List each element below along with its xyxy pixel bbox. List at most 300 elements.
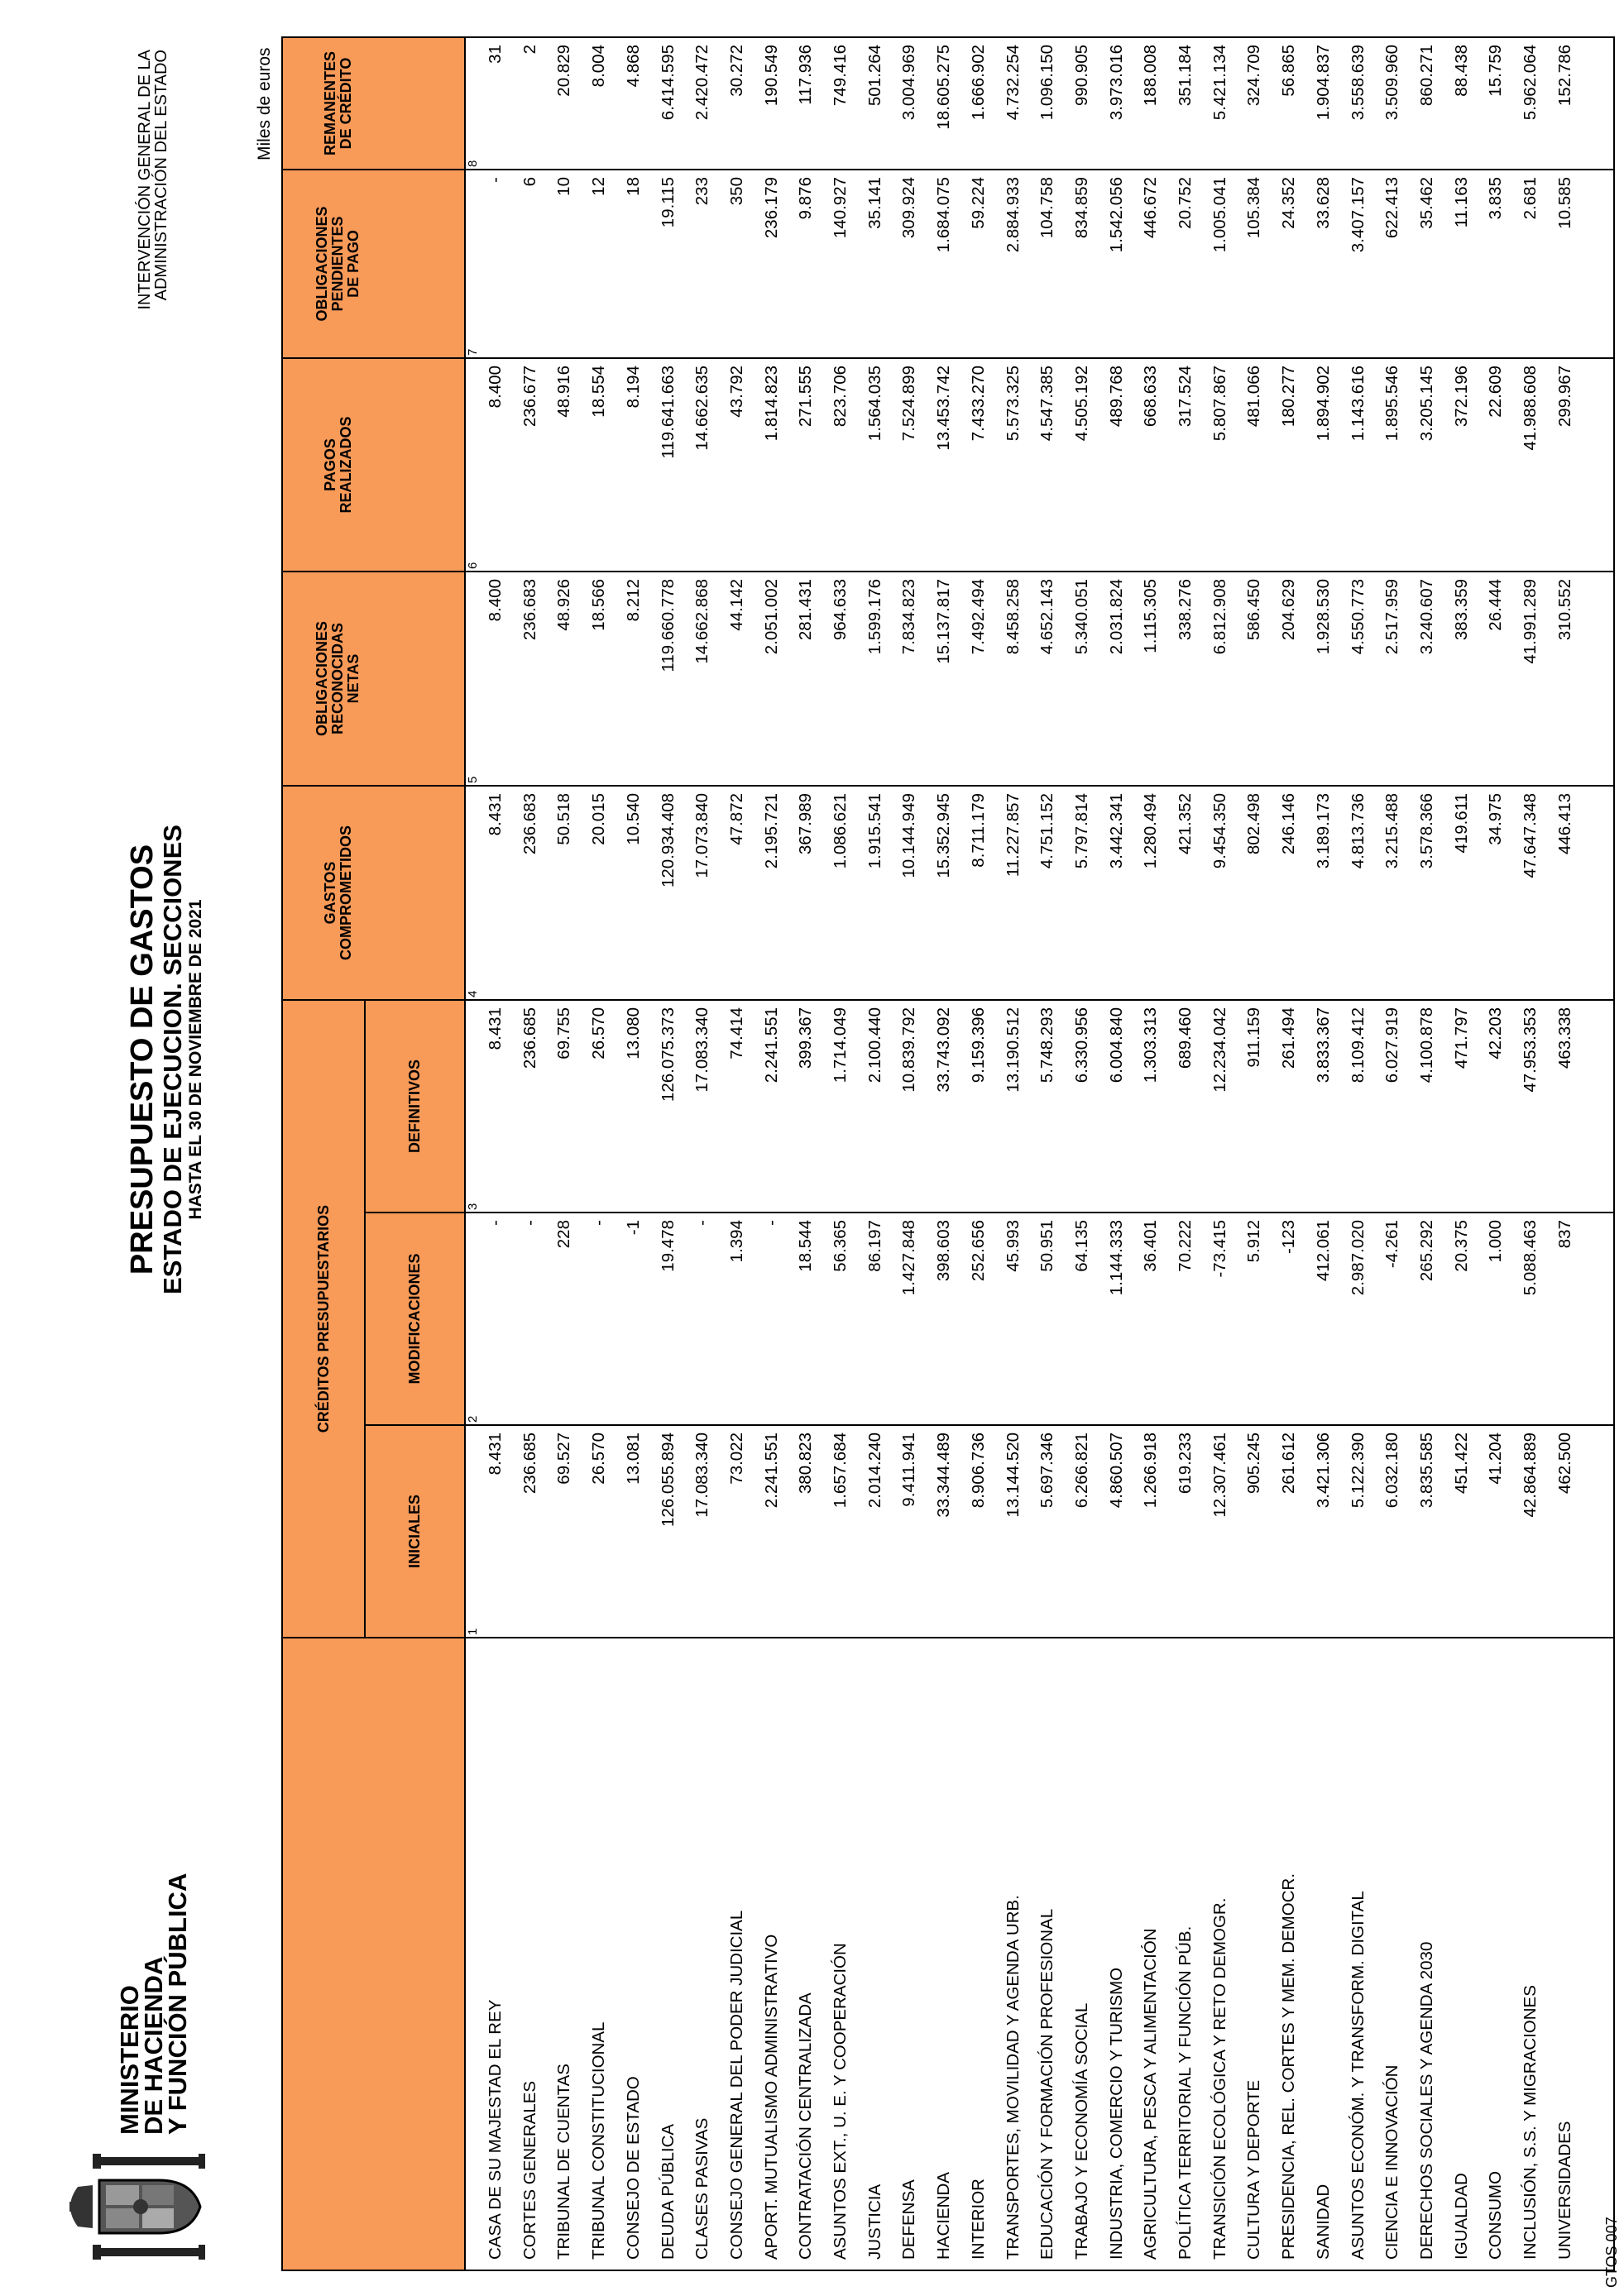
agency-name — [137, 50, 170, 480]
header-creditos-label: CRÉDITOS PRESUPUESTARIOS — [315, 1204, 332, 1433]
value-cell: 64.135 — [1071, 1220, 1091, 1272]
value-cell: 5.573.325 — [1003, 366, 1023, 442]
value-cell: 4.868 — [623, 45, 643, 88]
table-row — [515, 38, 546, 2270]
value-cell: 74.414 — [726, 1007, 746, 1060]
value-cell: 372.196 — [1451, 366, 1471, 428]
value-cell: 14.662.868 — [692, 579, 712, 664]
table-row — [825, 38, 856, 2270]
value-cell: 17.073.840 — [692, 793, 712, 878]
value-cell: 5.912 — [1244, 1220, 1264, 1263]
value-cell: 3.833.367 — [1313, 1007, 1333, 1083]
value-cell: 47.953.353 — [1521, 1007, 1540, 1093]
value-cell: 4.813.736 — [1348, 793, 1368, 869]
header-remanentes-label: REMANENTES DE CRÉDITO — [322, 51, 354, 156]
value-cell: 56.365 — [831, 1220, 850, 1272]
value-cell: 3.421.306 — [1313, 1433, 1333, 1509]
value-cell: 2.517.959 — [1382, 579, 1402, 655]
value-cell: 119.660.778 — [658, 579, 678, 672]
header-definitivos-label: DEFINITIVOS — [406, 1060, 423, 1154]
value-cell: 252.656 — [968, 1220, 988, 1282]
value-cell: 3.189.173 — [1313, 793, 1333, 869]
value-cell: 419.611 — [1451, 793, 1471, 854]
value-cell: 1.599.176 — [865, 579, 884, 655]
value-cell: - — [761, 1220, 781, 1226]
value-cell: 236.179 — [761, 177, 781, 239]
value-cell: 13.190.512 — [1003, 1007, 1023, 1093]
value-cell: 481.066 — [1244, 366, 1264, 428]
value-cell: 228 — [554, 1220, 574, 1249]
value-cell: 5.962.064 — [1521, 45, 1540, 121]
value-cell: 261.612 — [1279, 1433, 1299, 1495]
value-cell: 668.633 — [1141, 366, 1161, 428]
value-cell: 48.926 — [554, 579, 574, 631]
value-cell: 471.797 — [1451, 1007, 1471, 1069]
value-cell: 33.628 — [1313, 177, 1333, 229]
value-cell: 2.031.824 — [1106, 579, 1126, 655]
section-name-cell: TRANSICIÓN ECOLÓGICA Y RETO DEMOGR. — [1210, 1897, 1229, 2260]
value-cell: 823.706 — [831, 366, 850, 428]
value-cell: 399.367 — [796, 1007, 816, 1069]
value-cell: 8.711.179 — [968, 793, 988, 868]
table-row — [1377, 38, 1408, 2270]
value-cell: 8.458.258 — [1003, 579, 1023, 655]
section-name-cell: DERECHOS SOCIALES Y AGENDA 2030 — [1416, 1941, 1436, 2260]
value-cell: 20.752 — [1176, 177, 1195, 229]
value-cell: - — [486, 1220, 505, 1226]
table-row — [480, 38, 511, 2270]
section-name-cell: DEFENSA — [899, 2179, 919, 2260]
value-cell: - — [520, 1220, 539, 1226]
value-cell: 4.652.143 — [1037, 579, 1057, 655]
value-cell: 2.420.472 — [692, 45, 712, 121]
header-section-blank — [283, 1637, 466, 2270]
section-name-cell: CULTURA Y DEPORTE — [1244, 2079, 1264, 2260]
value-cell: 8.194 — [623, 366, 643, 409]
value-cell: 126.055.894 — [658, 1433, 678, 1528]
value-cell: 69.755 — [554, 1007, 574, 1060]
value-cell: 1.684.075 — [934, 177, 954, 253]
value-cell: 6 — [520, 177, 539, 187]
value-cell: 8.400 — [486, 366, 505, 409]
column-number-2: 2 — [466, 1415, 480, 1423]
value-cell: 236.683 — [520, 579, 539, 641]
table-row — [721, 38, 753, 2270]
value-cell: 41.988.608 — [1521, 366, 1540, 451]
value-cell: 1.303.313 — [1141, 1007, 1161, 1083]
table-row — [1135, 38, 1167, 2270]
value-cell: 1.928.530 — [1313, 579, 1333, 655]
value-cell: 2 — [520, 45, 539, 55]
value-cell: 50.518 — [554, 793, 574, 845]
value-cell: 22.609 — [1486, 366, 1506, 418]
value-cell: 5.340.051 — [1071, 579, 1091, 655]
table-row — [998, 38, 1029, 2270]
value-cell: 3.973.016 — [1106, 45, 1126, 121]
section-name-cell: INTERIOR — [968, 2179, 988, 2260]
table-row — [1066, 38, 1098, 2270]
value-cell: 837 — [1555, 1220, 1574, 1249]
value-cell: 34.975 — [1486, 793, 1506, 845]
value-cell: 350 — [726, 177, 746, 206]
value-cell: 36.401 — [1141, 1220, 1161, 1272]
value-cell: 15.759 — [1486, 45, 1506, 97]
value-cell: 964.633 — [831, 579, 850, 641]
value-cell: 126.075.373 — [658, 1007, 678, 1103]
header-pagos — [283, 357, 466, 571]
value-cell: 2.195.721 — [761, 793, 781, 869]
value-cell: 233 — [692, 177, 712, 206]
value-cell: 8.431 — [486, 1007, 505, 1050]
value-cell: 338.276 — [1176, 579, 1195, 641]
header-obligaciones — [283, 571, 466, 785]
value-cell: 586.450 — [1244, 579, 1264, 641]
section-name-cell: CLASES PASIVAS — [692, 2117, 712, 2260]
value-cell: 749.416 — [831, 45, 850, 107]
header-definitivos — [366, 999, 466, 1212]
value-cell: 24.352 — [1279, 177, 1299, 229]
value-cell: 5.122.390 — [1348, 1433, 1368, 1509]
value-cell: 1.814.823 — [761, 366, 781, 442]
value-cell: 489.768 — [1106, 366, 1126, 428]
value-cell: 412.061 — [1313, 1220, 1333, 1282]
value-cell: 3.558.639 — [1348, 45, 1368, 121]
value-cell: 152.786 — [1555, 45, 1574, 107]
value-cell: 317.524 — [1176, 366, 1195, 428]
value-cell: 50.951 — [1037, 1220, 1057, 1272]
table-row — [1238, 38, 1270, 2270]
value-cell: 8.431 — [486, 793, 505, 836]
header-pendientes-label: OBLIGACIONES PENDIENTES DE PAGO — [314, 206, 362, 322]
value-cell: 18.544 — [796, 1220, 816, 1272]
table-row — [687, 38, 718, 2270]
value-cell: 56.865 — [1279, 45, 1299, 97]
section-name-cell: DEUDA PÚBLICA — [658, 2123, 678, 2260]
ministry-line-2: DE HACIENDA — [139, 1956, 168, 2135]
value-cell: 1.000 — [1486, 1220, 1506, 1263]
value-cell: 69.527 — [554, 1433, 574, 1485]
section-name-cell: UNIVERSIDADES — [1555, 2121, 1574, 2260]
value-cell: 3.835 — [1486, 177, 1506, 220]
value-cell: 88.438 — [1451, 45, 1471, 97]
value-cell: 2.100.440 — [865, 1007, 884, 1083]
value-cell: 35.462 — [1416, 177, 1436, 229]
value-cell: 1.280.494 — [1141, 793, 1161, 869]
section-name-cell: TRIBUNAL DE CUENTAS — [554, 2064, 574, 2260]
value-cell: 3.509.960 — [1382, 45, 1402, 121]
value-cell: 3.442.341 — [1106, 793, 1126, 869]
value-cell: 1.115.305 — [1141, 579, 1161, 653]
value-cell: 59.224 — [968, 177, 988, 229]
table-row — [618, 38, 649, 2270]
value-cell: 1.666.902 — [968, 45, 988, 121]
value-cell: 501.264 — [865, 45, 884, 107]
value-cell: 18.605.275 — [934, 45, 954, 130]
value-cell: 26.570 — [589, 1433, 609, 1485]
value-cell: 1.657.684 — [831, 1433, 850, 1509]
value-cell: -73.415 — [1210, 1220, 1229, 1278]
budget-table — [281, 36, 1615, 2271]
value-cell: -123 — [1279, 1220, 1299, 1255]
value-cell: 8.212 — [623, 579, 643, 622]
value-cell: 8.906.736 — [968, 1433, 988, 1509]
value-cell: 3.205.145 — [1416, 366, 1436, 442]
value-cell: 1.144.333 — [1106, 1220, 1126, 1296]
value-cell: 30.272 — [726, 45, 746, 97]
value-cell: 463.338 — [1555, 1007, 1574, 1069]
value-cell: 45.993 — [1003, 1220, 1023, 1272]
value-cell: 3.004.969 — [899, 45, 919, 121]
table-row — [1205, 38, 1236, 2270]
section-name-cell: APORT. MUTUALISMO ADMINISTRATIVO — [761, 1934, 781, 2260]
value-cell: 351.184 — [1176, 45, 1195, 107]
value-cell: 619.233 — [1176, 1433, 1195, 1495]
column-number-6: 6 — [466, 562, 480, 569]
value-cell: 689.460 — [1176, 1007, 1195, 1069]
value-cell: 6.027.919 — [1382, 1007, 1402, 1083]
table-row — [790, 38, 822, 2270]
value-cell: 309.924 — [899, 177, 919, 239]
value-cell: 104.758 — [1037, 177, 1057, 239]
value-cell: 451.422 — [1451, 1433, 1471, 1495]
value-cell: 18.566 — [589, 579, 609, 631]
header-iniciales — [366, 1424, 466, 1637]
value-cell: 9.876 — [796, 177, 816, 220]
section-name-cell: CONSEJO DE ESTADO — [623, 2076, 643, 2260]
value-cell: 35.141 — [865, 177, 884, 229]
value-cell: 86.197 — [865, 1220, 884, 1272]
ministry-name — [115, 1873, 192, 2135]
ministry-line-1: MINISTERIO — [115, 1985, 144, 2135]
value-cell: 11.163 — [1451, 177, 1471, 228]
value-cell: 1.895.546 — [1382, 366, 1402, 442]
value-cell: 3.215.488 — [1382, 793, 1402, 869]
value-cell: 6.266.821 — [1071, 1433, 1091, 1509]
report-title — [126, 605, 206, 1514]
value-cell: 7.834.823 — [899, 579, 919, 655]
value-cell: 6.004.840 — [1106, 1007, 1126, 1083]
value-cell: 12.234.042 — [1210, 1007, 1229, 1093]
section-name-cell: CORTES GENERALES — [520, 2080, 539, 2260]
value-cell: 10.540 — [623, 793, 643, 845]
value-cell: 10.144.949 — [899, 793, 919, 878]
value-cell: 446.413 — [1555, 793, 1574, 855]
table-row — [1411, 38, 1443, 2270]
value-cell: 26.570 — [589, 1007, 609, 1060]
value-cell: 367.989 — [796, 793, 816, 855]
value-cell: 1.266.918 — [1141, 1433, 1161, 1509]
value-cell: 911.159 — [1244, 1007, 1264, 1068]
section-name-cell: CIENCIA E INNOVACIÓN — [1382, 2064, 1402, 2260]
header-obligaciones-label: OBLIGACIONES RECONOCIDAS NETAS — [314, 621, 362, 737]
value-cell: 19.115 — [658, 177, 678, 228]
value-cell: 3.578.366 — [1416, 793, 1436, 869]
value-cell: 1.714.049 — [831, 1007, 850, 1083]
value-cell: 4.550.773 — [1348, 579, 1368, 655]
value-cell: 10.585 — [1555, 177, 1574, 229]
header-modificaciones — [366, 1212, 466, 1424]
header-creditos — [283, 999, 366, 1637]
value-cell: 4.505.192 — [1071, 366, 1091, 442]
value-cell: 117.936 — [796, 45, 816, 105]
value-cell: 119.641.663 — [658, 366, 678, 459]
value-cell: 2.014.240 — [865, 1433, 884, 1509]
value-cell: 7.433.270 — [968, 366, 988, 442]
value-cell: 17.083.340 — [692, 1007, 712, 1093]
coat-of-arms-icon — [68, 2152, 210, 2261]
value-cell: 1.394 — [726, 1220, 746, 1263]
value-cell: 70.222 — [1176, 1220, 1195, 1272]
value-cell: 4.100.878 — [1416, 1007, 1436, 1083]
value-cell: 834.859 — [1071, 177, 1091, 239]
value-cell: 2.987.020 — [1348, 1220, 1368, 1296]
value-cell: 9.411.941 — [899, 1433, 919, 1507]
header-remanentes — [283, 38, 466, 169]
value-cell: 15.352.945 — [934, 793, 954, 878]
header-iniciales-label: INICIALES — [406, 1495, 423, 1569]
value-cell: - — [486, 177, 505, 183]
value-cell: 18.554 — [589, 366, 609, 418]
section-name-cell: EDUCACIÓN Y FORMACIÓN PROFESIONAL — [1037, 1908, 1057, 2260]
document-code: GTOS 007 — [1603, 2217, 1620, 2288]
value-cell: 41.204 — [1486, 1433, 1506, 1485]
value-cell: 3.240.607 — [1416, 579, 1436, 655]
value-cell: 310.552 — [1555, 579, 1574, 641]
section-name-cell: TRANSPORTES, MOVILIDAD Y AGENDA URB. — [1003, 1895, 1023, 2260]
value-cell: 990.905 — [1071, 45, 1091, 107]
table-row — [1170, 38, 1201, 2270]
section-name-cell: ASUNTOS EXT., U. E. Y COOPERACIÓN — [831, 1943, 850, 2260]
table-row — [928, 38, 960, 2270]
value-cell: 1.542.056 — [1106, 177, 1126, 253]
value-cell: 13.080 — [623, 1007, 643, 1060]
value-cell: 2.241.551 — [761, 1007, 781, 1083]
value-cell: 2.884.933 — [1003, 177, 1023, 253]
value-cell: - — [692, 1220, 712, 1226]
section-name-cell: CONTRATACIÓN CENTRALIZADA — [796, 1992, 816, 2260]
value-cell: 380.823 — [796, 1433, 816, 1495]
value-cell: 3.407.157 — [1348, 177, 1368, 253]
section-name-cell: TRABAJO Y ECONOMÍA SOCIAL — [1071, 2002, 1091, 2260]
value-cell: 5.421.134 — [1210, 45, 1229, 121]
value-cell: 324.709 — [1244, 45, 1264, 107]
value-cell: 6.032.180 — [1382, 1433, 1402, 1509]
value-cell: 41.991.289 — [1521, 579, 1540, 664]
section-name-cell: CONSEJO GENERAL DEL PODER JUDICIAL — [726, 1910, 746, 2260]
value-cell: 13.453.742 — [934, 366, 954, 451]
value-cell: 398.603 — [934, 1220, 954, 1282]
value-cell: 20.829 — [554, 45, 574, 97]
value-cell: 5.088.463 — [1521, 1220, 1540, 1296]
value-cell: 299.967 — [1555, 366, 1574, 428]
section-name-cell: CASA DE SU MAJESTAD EL REY — [486, 1999, 505, 2260]
value-cell: 4.547.385 — [1037, 366, 1057, 442]
value-cell: 236.677 — [520, 366, 539, 428]
column-number-8: 8 — [466, 160, 480, 167]
value-cell: 11.227.857 — [1003, 793, 1023, 878]
table-row — [1550, 38, 1581, 2270]
value-cell: 2.051.002 — [761, 579, 781, 655]
value-cell: 204.629 — [1279, 579, 1299, 641]
value-cell: 13.081 — [623, 1433, 643, 1485]
value-cell: 860.271 — [1416, 45, 1436, 107]
value-cell: 10.839.792 — [899, 1007, 919, 1093]
value-cell: 73.022 — [726, 1433, 746, 1485]
value-cell: 905.245 — [1244, 1433, 1264, 1495]
value-cell: 9.454.350 — [1210, 793, 1229, 869]
value-cell: 236.685 — [520, 1433, 539, 1495]
table-row — [1273, 38, 1305, 2270]
value-cell: 261.494 — [1279, 1007, 1299, 1069]
value-cell: 1.564.035 — [865, 366, 884, 442]
table-row — [1343, 38, 1374, 2270]
value-cell: 20.015 — [589, 793, 609, 845]
value-cell: 6.812.908 — [1210, 579, 1229, 655]
value-cell: 6.330.956 — [1071, 1007, 1091, 1083]
value-cell: 1.427.848 — [899, 1220, 919, 1296]
table-row — [963, 38, 994, 2270]
value-cell: 8.109.412 — [1348, 1007, 1368, 1083]
value-cell: 446.672 — [1141, 177, 1161, 239]
value-cell: 265.292 — [1416, 1220, 1436, 1282]
value-cell: 4.860.507 — [1106, 1433, 1126, 1509]
value-cell: 383.359 — [1451, 579, 1471, 641]
value-cell: 44.142 — [726, 579, 746, 631]
value-cell: 3.835.585 — [1416, 1433, 1436, 1509]
value-cell: 1.096.150 — [1037, 45, 1057, 121]
value-cell: 9.159.396 — [968, 1007, 988, 1083]
value-cell: 1.904.837 — [1313, 45, 1333, 121]
title-line-3: HASTA EL 30 DE NOVIEMBRE DE 2021 — [186, 899, 205, 1220]
value-cell: 1.894.902 — [1313, 366, 1333, 442]
column-number-4: 4 — [466, 990, 480, 997]
value-cell: 140.927 — [831, 177, 850, 239]
column-number-5: 5 — [466, 776, 480, 783]
title-line-1: PRESUPUESTO DE GASTOS — [125, 844, 160, 1275]
value-cell: 5.697.346 — [1037, 1433, 1057, 1509]
title-line-2: ESTADO DE EJECUCION. SECCIONES — [158, 825, 187, 1294]
value-cell: 26.444 — [1486, 579, 1506, 631]
value-cell: 4.751.152 — [1037, 793, 1057, 869]
table-row — [860, 38, 891, 2270]
value-cell: 802.498 — [1244, 793, 1264, 855]
header-gastos — [283, 785, 466, 999]
header-pendientes — [283, 169, 466, 357]
value-cell: 180.277 — [1279, 366, 1299, 428]
value-cell: 33.743.092 — [934, 1007, 954, 1093]
section-name-cell: POLÍTICA TERRITORIAL Y FUNCIÓN PÚB. — [1176, 1925, 1195, 2260]
value-cell: -4.261 — [1382, 1220, 1402, 1269]
value-cell: 236.685 — [520, 1007, 539, 1069]
section-name-cell: HACIENDA — [934, 2172, 954, 2260]
value-cell: 190.549 — [761, 45, 781, 107]
value-cell: 42.864.889 — [1521, 1433, 1540, 1518]
section-name-cell: IGUALDAD — [1451, 2173, 1471, 2260]
header-pagos-label: PAGOS REALIZADOS — [322, 416, 354, 514]
value-cell: 622.413 — [1382, 177, 1402, 239]
section-name-cell: INDUSTRIA, COMERCIO Y TURISMO — [1106, 1967, 1126, 2260]
table-row — [1101, 38, 1133, 2270]
value-cell: 33.344.489 — [934, 1433, 954, 1518]
value-cell: 2.681 — [1521, 177, 1540, 220]
ministry-line-3: Y FUNCIÓN PÚBLICA — [163, 1873, 192, 2135]
value-cell: 5.807.867 — [1210, 366, 1229, 442]
section-name-cell: JUSTICIA — [865, 2184, 884, 2260]
value-cell: 18 — [623, 177, 643, 196]
section-name-cell: SANIDAD — [1313, 2184, 1333, 2260]
table-row — [893, 38, 925, 2270]
value-cell: -1 — [623, 1220, 643, 1236]
